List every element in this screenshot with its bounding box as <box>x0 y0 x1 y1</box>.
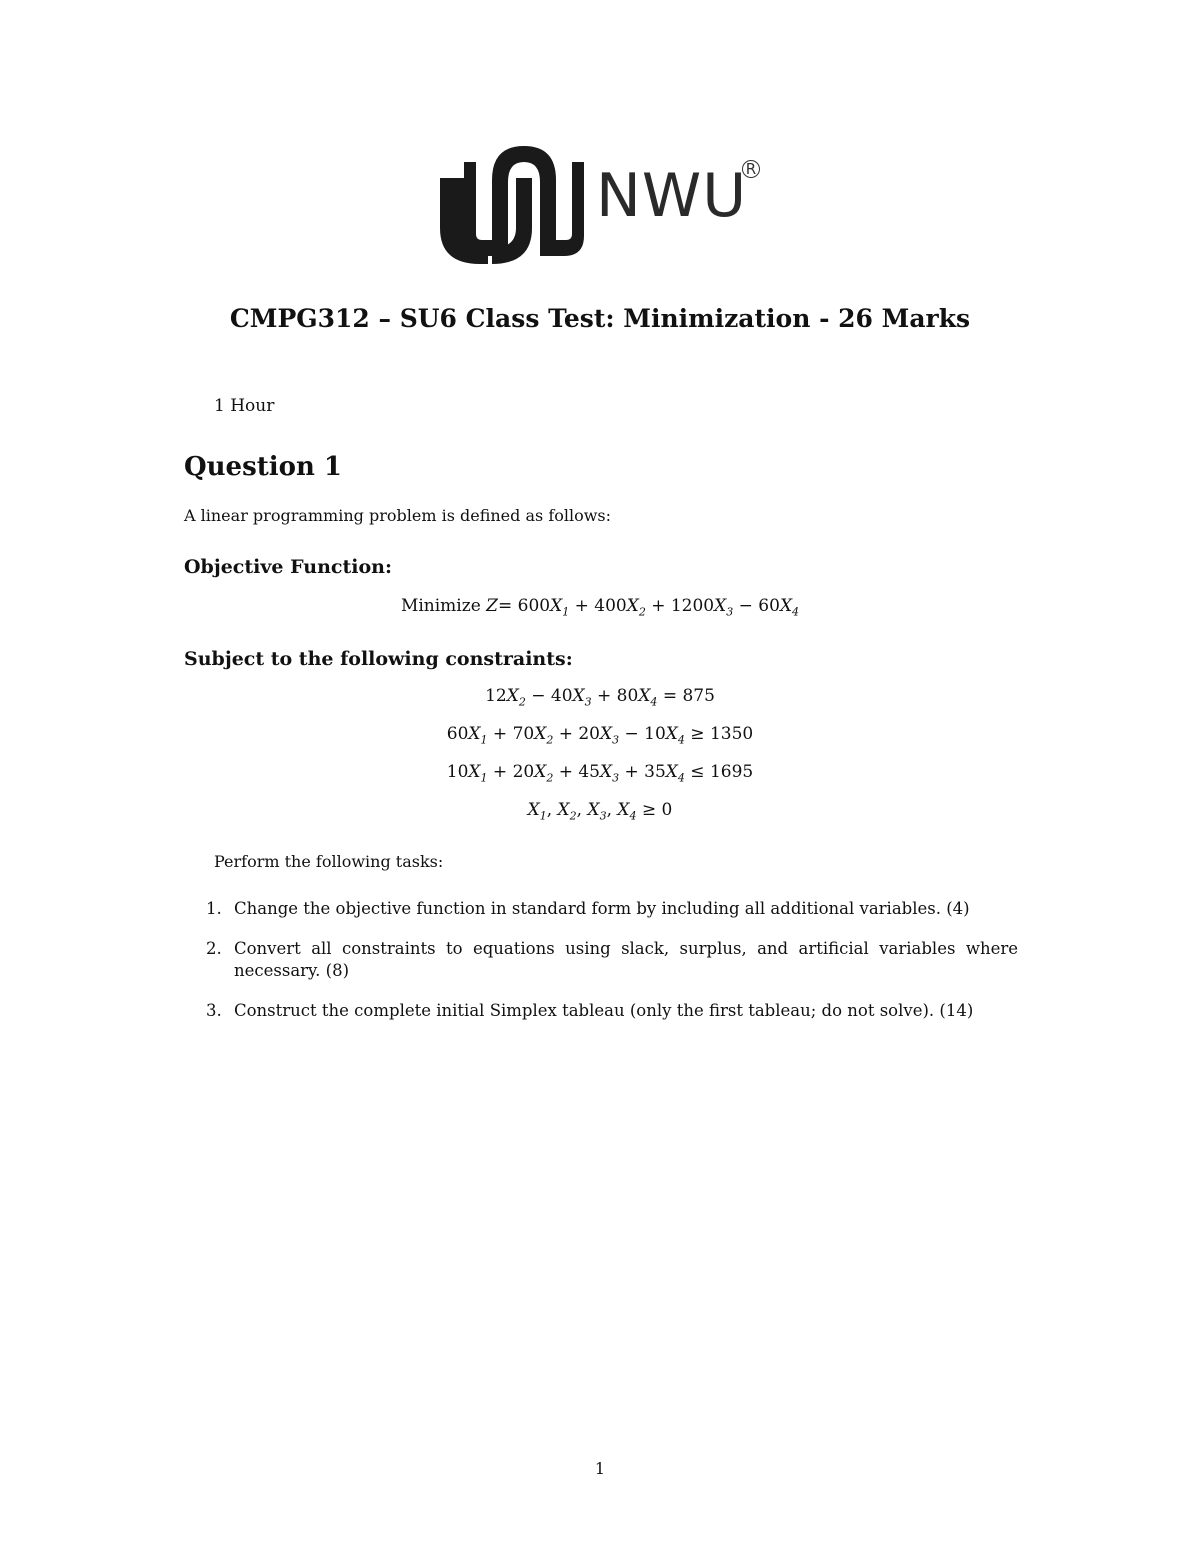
nwu-emblem-icon <box>436 140 586 270</box>
constraint-rhs: = 875 <box>657 686 715 706</box>
duration: 1 Hour <box>214 396 275 416</box>
non-negativity-constraint <box>0 800 1200 822</box>
task-text: Construct the complete initial Simplex tableau (only the first tableau; do not solve). (14) <box>234 1001 974 1020</box>
task-item <box>206 938 1018 982</box>
variable-subscript: 4 <box>792 605 800 619</box>
logo-text: NWU <box>596 161 748 231</box>
objective-equation <box>0 596 1200 618</box>
term-coefficient: − 10 <box>619 724 666 744</box>
variable-subscript: 2 <box>546 771 554 785</box>
variable-subscript: 1 <box>480 771 488 785</box>
task-item <box>206 1000 1018 1022</box>
variable: $X_3$ <box>600 762 620 785</box>
variable: $X_2$ <box>534 724 554 747</box>
variable: $X_4$ <box>665 762 685 785</box>
term-coefficient: + 20 <box>487 762 535 782</box>
variable: $X_4$ <box>665 724 685 747</box>
variable: $X_3$ <box>587 800 607 823</box>
variable: $X_4$ <box>779 596 800 619</box>
question-heading: Question 1 <box>184 452 343 482</box>
variable-subscript: 3 <box>612 733 620 747</box>
variable: $X_1$ <box>550 596 570 619</box>
variable: $X_1$ <box>468 724 488 747</box>
constraint-rhs: ≥ 1350 <box>684 724 754 744</box>
objective-variable: Z <box>486 596 498 616</box>
constraint-equation <box>0 686 1200 708</box>
objective-heading: Objective Function: <box>184 556 392 578</box>
variable-subscript: 3 <box>599 809 607 823</box>
constraint-equation <box>0 762 1200 784</box>
test-title: CMPG312 – SU6 Class Test: Minimization - 26 Marks <box>229 304 971 333</box>
constraints-heading: Subject to the following constraints: <box>184 648 573 670</box>
variable-subscript: 3 <box>726 605 734 619</box>
variable-subscript: 2 <box>518 695 526 709</box>
constraint-rhs: ≥ 0 <box>636 800 673 820</box>
variable-subscript: 3 <box>584 695 592 709</box>
term-coefficient: + 1200 <box>645 596 715 616</box>
tasks-intro: Perform the following tasks: <box>214 852 444 871</box>
variable: $X_1$ <box>527 800 547 823</box>
variable-subscript: 4 <box>629 809 637 823</box>
term-coefficient: + 35 <box>619 762 666 782</box>
variable-subscript: 3 <box>612 771 620 785</box>
variable-subscript: 2 <box>638 605 646 619</box>
variable-subscript: 4 <box>677 733 685 747</box>
term-coefficient: 10 <box>446 762 469 782</box>
variable: $X_1$ <box>468 762 488 785</box>
separator: , <box>546 800 558 820</box>
variable-subscript: 1 <box>539 809 547 823</box>
variable: $X_3$ <box>714 596 734 619</box>
variable: $X_4$ <box>617 800 637 823</box>
variable: $X_2$ <box>534 762 554 785</box>
variable: $X_4$ <box>638 686 658 709</box>
variable: $X_3$ <box>600 724 620 747</box>
constraint-equation <box>0 724 1200 746</box>
variable: $X_2$ <box>557 800 577 823</box>
term-coefficient: + 45 <box>553 762 600 782</box>
nwu-logo <box>436 140 766 270</box>
task-item <box>206 898 1018 920</box>
page-number: 1 <box>594 1459 606 1478</box>
task-number: 3. <box>206 1001 222 1020</box>
variable-subscript: 1 <box>562 605 570 619</box>
intro-text: A linear programming problem is defined as follows: <box>184 506 612 525</box>
term-coefficient: − 60 <box>733 596 780 616</box>
variable: $X_2$ <box>506 686 526 709</box>
term-coefficient: − 40 <box>525 686 573 706</box>
task-number: 1. <box>206 899 222 918</box>
separator: , <box>606 800 618 820</box>
variable-subscript: 4 <box>650 695 658 709</box>
term-coefficient: + 20 <box>553 724 600 744</box>
task-text: Change the objective function in standard form by including all additional variables. (4) <box>234 899 970 918</box>
separator: , <box>576 800 588 820</box>
variable-subscript: 4 <box>677 771 685 785</box>
term-coefficient: = 600 <box>497 596 551 616</box>
task-number: 2. <box>206 939 222 958</box>
term-coefficient: 12 <box>485 686 507 706</box>
task-list <box>206 898 1018 1040</box>
variable-subscript: 2 <box>569 809 577 823</box>
variable: $X_2$ <box>626 596 646 619</box>
objective-prefix: Minimize <box>400 596 487 616</box>
term-coefficient: 60 <box>446 724 469 744</box>
term-coefficient: + 80 <box>591 686 639 706</box>
registered-mark: R <box>742 160 760 178</box>
term-coefficient: + 400 <box>569 596 627 616</box>
constraint-rhs: ≤ 1695 <box>684 762 754 782</box>
term-coefficient: + 70 <box>487 724 535 744</box>
variable-subscript: 2 <box>546 733 554 747</box>
variable: $X_3$ <box>572 686 592 709</box>
variable-subscript: 1 <box>480 733 488 747</box>
task-text: Convert all constraints to equations using slack, surplus, and artificial variables where necessary. (8) <box>234 939 1018 980</box>
